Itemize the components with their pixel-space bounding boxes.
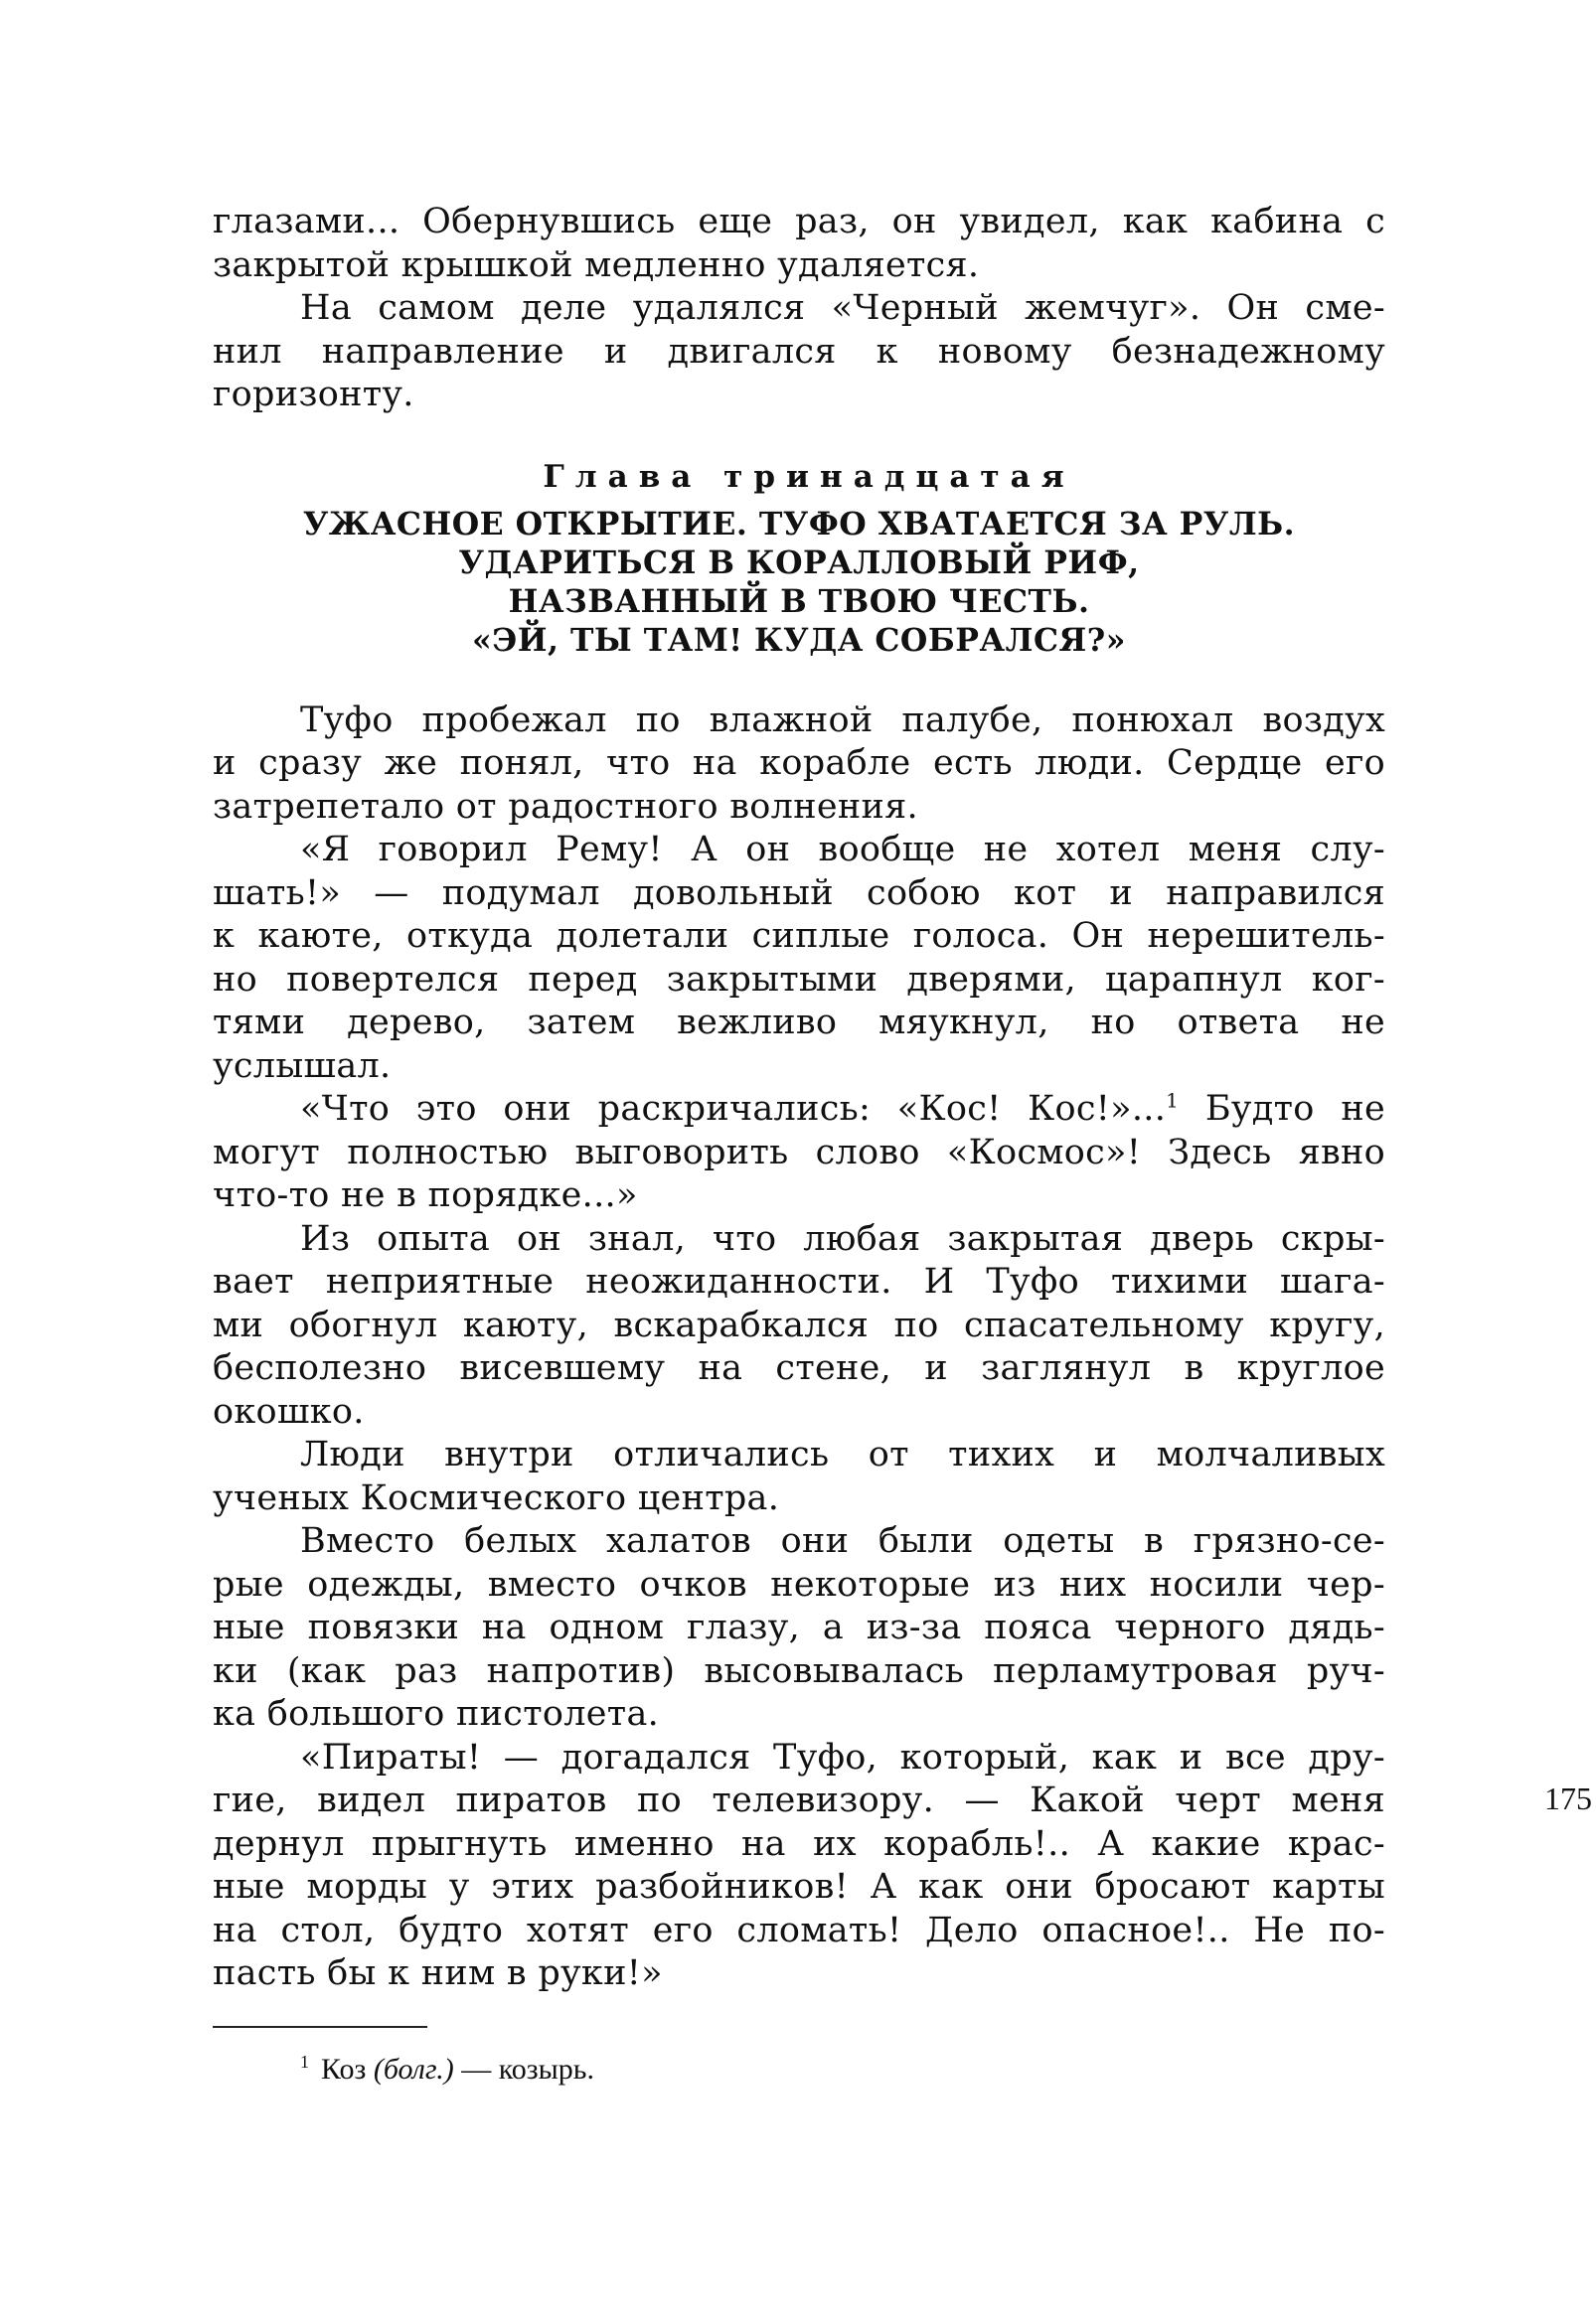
footnote	[213, 2050, 1385, 2090]
text-line: дернул прыгнуть именно на их корабль!.. А какие крас-	[213, 1823, 1385, 1864]
text-line: «Пираты! — догадался Туфо, который, как и все дру-	[300, 1737, 1385, 1778]
footnote-reference: 1	[1166, 1088, 1180, 1113]
text-line: гие, видел пиратов по телевизору. — Какой черт меня	[213, 1781, 1385, 1820]
text-line: к каюте, откуда долетали сиплые голоса. Он нерешитель-	[213, 916, 1385, 956]
text-line: Из опыта он знал, что любая закрытая дверь скры-	[300, 1218, 1385, 1259]
chapter-title-line: «ЭЙ, ТЫ ТАМ! КУДА СОБРАЛСЯ?»	[472, 621, 1126, 659]
text-line: услышал.	[213, 1045, 392, 1086]
text-line: ки (как раз напротив) высовывалась перламутровая руч-	[213, 1650, 1385, 1691]
footnote-marker: 1	[300, 2051, 309, 2072]
text-line: могут полностью выговорить слово «Космос»! Здесь явно	[213, 1132, 1385, 1172]
text-line: закрытой крышкой медленно удаляется.	[213, 244, 980, 285]
text-line: ка большого пистолета.	[213, 1694, 660, 1734]
footnote-term: Коз	[321, 2052, 367, 2086]
text-line: ные повязки на одном глазу, а из-за пояса черного дядь-	[213, 1608, 1385, 1647]
text-line: пасть бы к ним в руки!»	[213, 1953, 663, 1993]
text-line: рые одежды, вместо очков некоторые из них носили чер-	[213, 1564, 1385, 1605]
text-fragment: Будто не	[1204, 1089, 1385, 1129]
text-line: тями дерево, затем вежливо мяукнул, но ответа не	[213, 1003, 1385, 1042]
text-line: Вместо белых халатов они были одеты в грязно-се-	[300, 1521, 1385, 1561]
text-line: глазами... Обернувшись еще раз, он увидел, как кабина с	[213, 202, 1385, 241]
text-line: затрепетало от радостного волнения.	[213, 786, 918, 827]
text-line: ученых Космического центра.	[213, 1477, 780, 1518]
text-line: горизонту.	[213, 375, 414, 414]
text-line: Люди внутри отличались от тихих и молчаливых	[300, 1435, 1385, 1474]
chapter-title-line: НАЗВАННЫЙ В ТВОЮ ЧЕСТЬ.	[508, 582, 1090, 620]
text-line: нил направление и двигался к новому безнадежному	[213, 331, 1385, 372]
text-line: и сразу же понял, что на корабле есть люди. Сердце его	[213, 743, 1385, 783]
chapter-title-line: УЖАСНОЕ ОТКРЫТИЕ. ТУФО ХВАТАЕТСЯ ЗА РУЛЬ.	[302, 505, 1296, 542]
book-page	[213, 201, 1592, 2090]
page-number: 175	[1544, 1781, 1592, 1816]
text-line: «Я говорил Рему! А он вообще не хотел меня слу-	[300, 830, 1385, 869]
text-line: ные морды у этих разбойников! А как они бросают карты	[213, 1867, 1385, 1907]
chapter-label: Глава тринадцатая	[543, 458, 1075, 495]
footnote-divider	[213, 2026, 427, 2028]
text-line: ми обогнул каюту, вскарабкался по спасательному кругу,	[213, 1305, 1385, 1345]
text-line: Туфо пробежал по влажной палубе, понюхал воздух	[300, 699, 1385, 740]
footnote-definition: — козырь.	[461, 2052, 594, 2086]
chapter-heading	[213, 455, 1385, 660]
text-line: но повертелся перед закрытыми дверями, царапнул ког-	[213, 959, 1385, 1000]
text-line: На самом деле удалялся «Черный жемчуг». Он сме-	[300, 288, 1385, 328]
footnote-language: (болг.)	[373, 2052, 454, 2086]
text-line: что-то не в порядке...»	[213, 1175, 638, 1215]
chapter-body	[213, 699, 1385, 1996]
text-line: окошко.	[213, 1391, 365, 1432]
chapter-title-line: УДАРИТЬСЯ В КОРАЛЛОВЫЙ РИФ,	[458, 543, 1140, 581]
text-line: вает неприятные неожиданности. И Туфо тихими шага-	[213, 1262, 1385, 1302]
text-fragment: «Что это они раскричались: «Кос! Кос!»...	[300, 1089, 1167, 1129]
text-line: на стол, будто хотят его сломать! Дело опасное!.. Не по-	[213, 1910, 1385, 1950]
text-line: бесполезно висевшему на стене, и заглянул в круглое	[213, 1348, 1385, 1388]
text-line: шать!» — подумал довольный собою кот и направился	[213, 872, 1385, 913]
text-line-with-footnote	[213, 1088, 1385, 1132]
opening-paragraphs	[213, 201, 1385, 417]
